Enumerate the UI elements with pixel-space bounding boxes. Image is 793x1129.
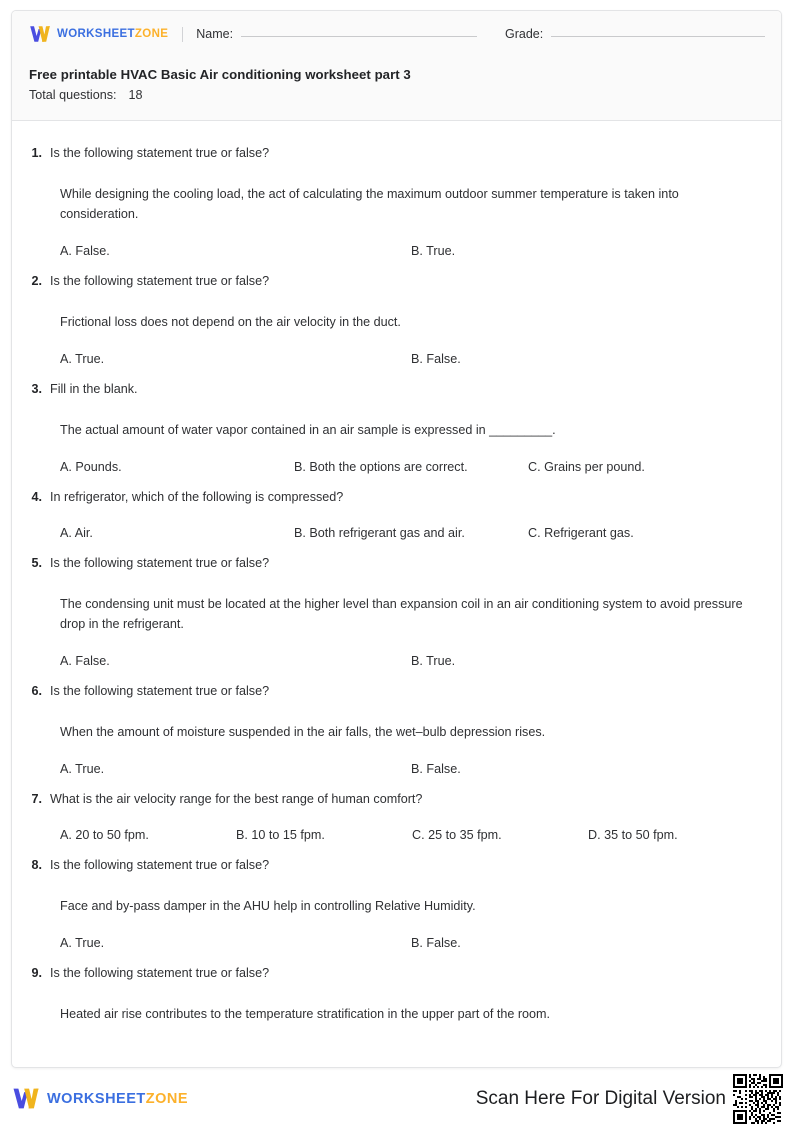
question-options	[60, 524, 764, 542]
question-item	[29, 144, 764, 260]
question-stem: The actual amount of water vapor contained in an air sample is expressed in _________.	[60, 423, 556, 437]
question-number: 2.	[31, 274, 42, 288]
option-b[interactable]: B. Both the options are correct.	[294, 460, 468, 474]
question-head	[29, 144, 764, 162]
w-logo-icon	[29, 25, 51, 43]
question-head	[29, 554, 764, 572]
option-a[interactable]: A. True.	[60, 762, 105, 776]
question-prompt: What is the air velocity range for the best range of human comfort?	[50, 792, 423, 806]
question-item	[29, 682, 764, 778]
question-options	[60, 652, 764, 670]
footer-brand-word-worksheet: WORKSHEET	[47, 1090, 146, 1107]
option-b[interactable]: B. Both refrigerant gas and air.	[294, 526, 465, 540]
option-c[interactable]: C. 25 to 35 fpm.	[412, 828, 502, 842]
page-footer	[0, 1075, 793, 1122]
name-field[interactable]	[196, 27, 505, 41]
question-head	[29, 790, 764, 808]
option-d[interactable]: D. 35 to 50 fpm.	[588, 828, 678, 842]
brand-logo	[29, 25, 168, 43]
option-c[interactable]: C. Grains per pound.	[528, 460, 645, 474]
question-number: 3.	[31, 382, 42, 396]
question-prompt: Is the following statement true or false?	[50, 556, 270, 570]
footer-brand-logo-text	[47, 1091, 188, 1107]
option-b[interactable]: B. True.	[411, 244, 456, 258]
question-head	[29, 682, 764, 700]
question-number: 4.	[31, 490, 42, 504]
question-prompt: Is the following statement true or false?	[50, 684, 270, 698]
question-stem: Face and by-pass damper in the AHU help in controlling Relative Humidity.	[60, 899, 476, 913]
question-head	[29, 380, 764, 398]
question-item	[29, 488, 764, 542]
grade-label: Grade:	[505, 27, 544, 41]
question-options	[60, 760, 764, 778]
question-number: 9.	[31, 966, 42, 980]
question-number: 1.	[31, 146, 42, 160]
question-stem: Heated air rise contributes to the temperature stratification in the upper part of the room.	[60, 1007, 551, 1021]
brand-word-zone: ZONE	[134, 28, 169, 40]
question-stem: The condensing unit must be located at the higher level than expansion coil in an air conditioning system to avoid pressure drop in the refrigerant.	[60, 597, 743, 631]
option-b[interactable]: B. 10 to 15 fpm.	[236, 828, 325, 842]
worksheet-meta	[12, 57, 781, 104]
question-head	[29, 488, 764, 506]
question-prompt: Is the following statement true or false?	[50, 274, 270, 288]
question-options	[60, 242, 764, 260]
total-questions	[29, 86, 764, 104]
question-number: 6.	[31, 684, 42, 698]
w-logo-icon	[12, 1087, 40, 1110]
name-label: Name:	[196, 27, 234, 41]
question-prompt: Is the following statement true or false?	[50, 146, 270, 160]
header-divider	[182, 27, 183, 42]
question-options	[60, 350, 764, 368]
worksheet-header	[12, 11, 781, 121]
scan-prompt-text: Scan Here For Digital Version	[475, 1087, 726, 1109]
question-stem: While designing the cooling load, the act of calculating the maximum outdoor summer temperature is taken into consideration.	[60, 187, 679, 221]
question-item	[29, 964, 764, 1024]
option-a[interactable]: A. False.	[60, 654, 110, 668]
question-item	[29, 790, 764, 844]
footer-brand-word-zone: ZONE	[145, 1090, 189, 1107]
worksheet-page	[11, 10, 782, 1068]
question-head	[29, 856, 764, 874]
question-list	[12, 121, 781, 1024]
option-a[interactable]: A. Air.	[60, 526, 93, 540]
question-item	[29, 380, 764, 476]
question-item	[29, 272, 764, 368]
question-stem: Frictional loss does not depend on the air velocity in the duct.	[60, 315, 401, 329]
qr-code-icon[interactable]	[733, 1074, 783, 1124]
page-title: Free printable HVAC Basic Air conditioning worksheet part 3	[29, 67, 411, 82]
question-head	[29, 272, 764, 290]
option-a[interactable]: A. True.	[60, 352, 105, 366]
question-stem: When the amount of moisture suspended in the air falls, the wet–bulb depression rises.	[60, 725, 546, 739]
option-c[interactable]: C. Refrigerant gas.	[528, 526, 634, 540]
option-b[interactable]: B. True.	[411, 654, 456, 668]
question-prompt: Is the following statement true or false?	[50, 966, 270, 980]
question-head	[29, 964, 764, 982]
option-a[interactable]: A. True.	[60, 936, 105, 950]
question-options	[60, 826, 764, 844]
question-item	[29, 554, 764, 670]
question-item	[29, 856, 764, 952]
option-a[interactable]: A. Pounds.	[60, 460, 122, 474]
option-b[interactable]: B. False.	[411, 352, 461, 366]
question-number: 8.	[31, 858, 42, 872]
brand-logo-text	[57, 28, 168, 40]
option-a[interactable]: A. False.	[60, 244, 110, 258]
question-number: 5.	[31, 556, 42, 570]
grade-input-line[interactable]	[551, 36, 765, 37]
brand-word-worksheet: WORKSHEET	[57, 28, 135, 40]
option-a[interactable]: A. 20 to 50 fpm.	[60, 828, 149, 842]
grade-field[interactable]	[505, 27, 765, 41]
total-questions-label: Total questions:	[29, 88, 117, 102]
option-b[interactable]: B. False.	[411, 936, 461, 950]
question-options	[60, 458, 764, 476]
total-questions-count: 18	[128, 88, 143, 102]
question-prompt: Fill in the blank.	[50, 382, 138, 396]
question-options	[60, 934, 764, 952]
name-input-line[interactable]	[241, 36, 477, 37]
option-b[interactable]: B. False.	[411, 762, 461, 776]
footer-brand-logo	[12, 1087, 188, 1110]
question-prompt: Is the following statement true or false?	[50, 858, 270, 872]
header-identity-row	[12, 11, 781, 57]
question-number: 7.	[31, 792, 42, 806]
question-prompt: In refrigerator, which of the following is compressed?	[50, 490, 344, 504]
